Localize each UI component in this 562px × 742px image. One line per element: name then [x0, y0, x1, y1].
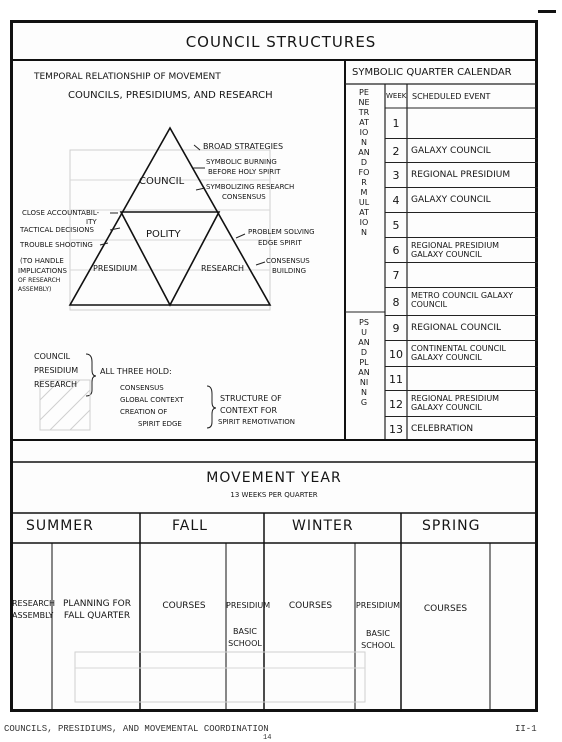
calendar-week-number: 13 [389, 422, 403, 436]
triangle-polity-label: POLITY [146, 229, 181, 240]
calendar-week-number: 2 [392, 144, 400, 158]
calendar-week-number: 8 [392, 295, 400, 309]
all-three-hold: ALL THREE HOLD: [100, 367, 172, 376]
movement-year-subtitle: 13 WEEKS PER QUARTER [230, 491, 318, 499]
annotation-handle-2: IMPLICATIONS [18, 267, 67, 275]
calendar-side-top: PENETRATION AND FORMULATION [358, 88, 370, 237]
annotation-close-2: ITY [86, 218, 97, 226]
calendar-row [385, 212, 538, 238]
footer-page-number: 14 [263, 734, 272, 742]
calendar-row [385, 262, 538, 288]
calendar-week-number: 3 [392, 169, 400, 182]
column-fall-courses: COURSES [162, 601, 206, 611]
annotation-burning-2: BEFORE HOLY SPIRIT [208, 168, 281, 176]
column-fall-presidium: PRESIDIUM [226, 601, 271, 610]
triangle-council-label: COUNCIL [139, 176, 185, 187]
calendar-row [385, 315, 538, 341]
calendar-heading: SYMBOLIC QUARTER CALENDAR [352, 67, 512, 78]
calendar-row [385, 162, 538, 188]
hold-global-context: GLOBAL CONTEXT [120, 396, 184, 404]
triangle-presidium-label: PRESIDIUM [93, 264, 138, 273]
annotation-handle-4: ASSEMBLY) [18, 286, 52, 293]
column-winter-basic-school: BASIC SCHOOL [361, 629, 395, 650]
annotation-close-1: CLOSE ACCOUNTABIL- [22, 209, 100, 217]
calendar-event: METRO COUNCIL GALAXY COUNCIL [411, 291, 514, 309]
calendar-week-number: 9 [392, 322, 400, 335]
calendar-row [385, 287, 538, 316]
calendar-event: REGIONAL PRESIDIUM GALAXY COUNCIL [411, 394, 500, 412]
calendar-week-number: 7 [392, 269, 400, 282]
footer-section-number: II-1 [515, 724, 537, 734]
structure-line-1: STRUCTURE OF [220, 394, 282, 403]
structure-line-3: SPIRIT REMOTIVATION [218, 418, 296, 426]
annotation-problem-2: EDGE SPIRIT [258, 239, 302, 247]
annotation-handle-3: OF RESEARCH [18, 277, 61, 284]
column-fall-basic-school: BASIC SCHOOL [228, 627, 262, 648]
calendar-row [385, 237, 538, 263]
column-research-assembly: RESEARCH ASSEMBLY [12, 599, 55, 620]
annotation-trouble: TROUBLE SHOOTING [20, 241, 93, 249]
page-title: COUNCIL STRUCTURES [185, 33, 377, 51]
structure-line-2: CONTEXT FOR [220, 406, 278, 415]
diagram-heading-line2: COUNCILS, PRESIDIUMS, AND RESEARCH [68, 90, 273, 101]
list-item-presidium: PRESIDIUM [34, 366, 79, 375]
calendar-week-number: 1 [392, 116, 400, 130]
calendar-event: CONTINENTAL COUNCIL GALAXY COUNCIL [411, 344, 506, 362]
calendar-week-number: 11 [389, 372, 403, 386]
season-spring: SPRING [422, 518, 481, 534]
annotation-problem-1: PROBLEM SOLVING [248, 228, 315, 236]
season-winter: WINTER [292, 518, 354, 534]
calendar-col-event: SCHEDULED EVENT [412, 92, 491, 101]
column-spring-courses: COURSES [423, 604, 468, 614]
calendar-event: GALAXY COUNCIL [411, 195, 491, 205]
hold-spirit-edge: SPIRIT EDGE [138, 420, 182, 428]
column-planning-fall: PLANNING FOR FALL QUARTER [62, 599, 131, 621]
hold-consensus: CONSENSUS [120, 384, 164, 392]
column-winter-presidium: PRESIDIUM [355, 601, 401, 610]
annotation-burning-1: SYMBOLIC BURNING [206, 158, 277, 166]
annotation-symbolizing-2: CONSENSUS [222, 193, 266, 201]
calendar-row [385, 108, 538, 138]
hold-creation: CREATION OF [120, 408, 168, 416]
calendar-week-number: 6 [392, 244, 400, 257]
diagram-heading-line1: TEMPORAL RELATIONSHIP OF MOVEMENT [34, 72, 221, 82]
calendar-week-number: 4 [392, 194, 400, 207]
list-item-council: COUNCIL [34, 352, 71, 361]
calendar-week-number: 10 [389, 347, 403, 361]
calendar-row [385, 138, 538, 163]
movement-year-title: MOVEMENT YEAR [206, 470, 342, 486]
triangle-research-label: RESEARCH [201, 264, 244, 273]
calendar-event: REGIONAL PRESIDIUM GALAXY COUNCIL [411, 241, 500, 259]
calendar-week-number: 12 [389, 397, 403, 411]
calendar-row [385, 187, 538, 213]
footer-caption: COUNCILS, PRESIDIUMS, AND MOVEMENTAL COORDINATION [4, 724, 269, 734]
annotation-broad-strategies: BROAD STRATEGIES [203, 142, 284, 151]
calendar-side-bottom: PSU AND PLANNING [358, 318, 370, 407]
calendar-col-week: WEEK [386, 92, 407, 100]
calendar-row [385, 366, 538, 391]
annotation-consensus-1: CONSENSUS [266, 257, 310, 265]
season-summer: SUMMER [26, 518, 94, 534]
calendar-event: REGIONAL PRESIDIUM [411, 170, 511, 180]
calendar-event: GALAXY COUNCIL [411, 145, 491, 156]
annotation-symbolizing-1: SYMBOLIZING RESEARCH [206, 183, 295, 191]
annotation-consensus-2: BUILDING [272, 267, 307, 275]
calendar-row [385, 340, 538, 367]
calendar-row [385, 390, 538, 417]
column-winter-courses: COURSES [288, 601, 333, 611]
season-fall: FALL [172, 518, 208, 534]
calendar-event: REGIONAL COUNCIL [411, 323, 502, 333]
polity-triangle [70, 128, 270, 305]
calendar-row [385, 416, 538, 441]
calendar-week-number: 5 [392, 219, 400, 232]
annotation-handle-1: (TO HANDLE [20, 257, 64, 265]
annotation-tactical: TACTICAL DECISIONS [20, 226, 94, 234]
calendar-event: CELEBRATION [411, 423, 474, 434]
list-item-research: RESEARCH [34, 380, 77, 389]
